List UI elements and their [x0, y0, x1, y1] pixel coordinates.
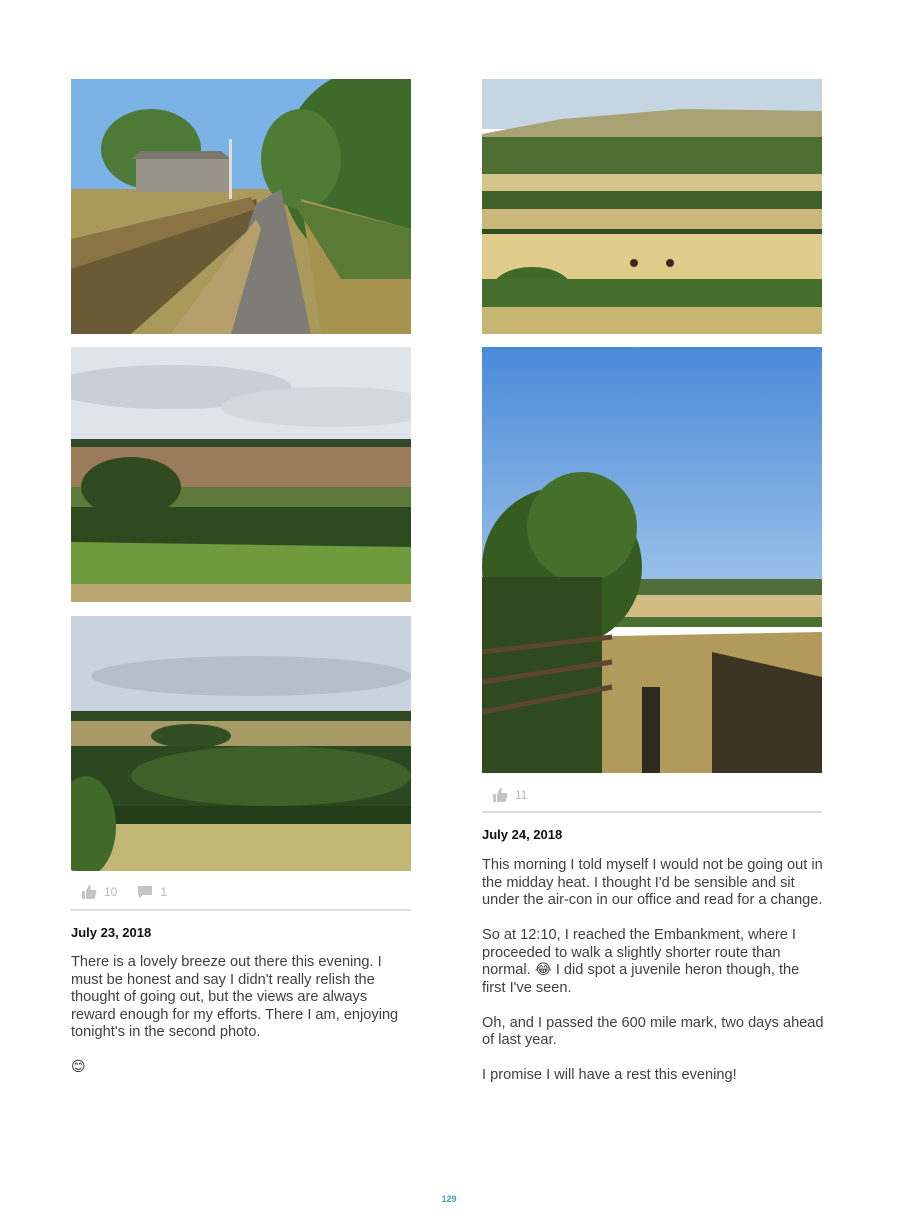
comment-icon[interactable]	[137, 884, 153, 900]
photo-fields-evening[interactable]	[71, 616, 411, 871]
photo-wheat-fields-bales[interactable]	[482, 79, 822, 334]
post-text: There is a lovely breeze out there this evening. I must be honest and say I didn't really relish the thought of going out, but the views are always reward enough for my efforts. There I am, enjoying tonight's in the second photo.	[71, 954, 399, 1040]
divider	[482, 811, 822, 813]
smile-emoji: 😊	[71, 1058, 86, 1074]
paragraph: Oh, and I passed the 600 mile mark, two days ahead of last year.	[482, 1014, 824, 1048]
post-date: July 23, 2018	[71, 925, 152, 940]
photo-fields-cloudy[interactable]	[71, 347, 411, 602]
photo-country-lane[interactable]	[71, 79, 411, 334]
comment-count: 1	[160, 885, 168, 899]
paragraph: So at 12:10, I reached the Embankment, where I proceeded to walk a slightly shorter route than normal. 😂 I did spot a juvenile heron though, the first I've seen.	[482, 927, 800, 996]
post-body	[482, 857, 826, 1102]
post-date: July 24, 2018	[482, 827, 563, 842]
reactions-bar-right	[492, 787, 547, 803]
reactions-bar-left	[81, 884, 187, 900]
photo-shadow-fence-field[interactable]	[482, 347, 822, 773]
like-count: 10	[104, 885, 118, 899]
divider	[71, 909, 411, 911]
like-count: 11	[515, 788, 528, 802]
thumbs-up-icon[interactable]	[81, 884, 97, 900]
thumbs-up-icon[interactable]	[492, 787, 508, 803]
paragraph: I promise I will have a rest this evening!	[482, 1067, 737, 1083]
paragraph: This morning I told myself I would not be going out in the midday heat. I thought I'd be sensible and sit under the air-con in our office and read for a change.	[482, 857, 823, 908]
page-number: 129	[441, 1194, 457, 1204]
